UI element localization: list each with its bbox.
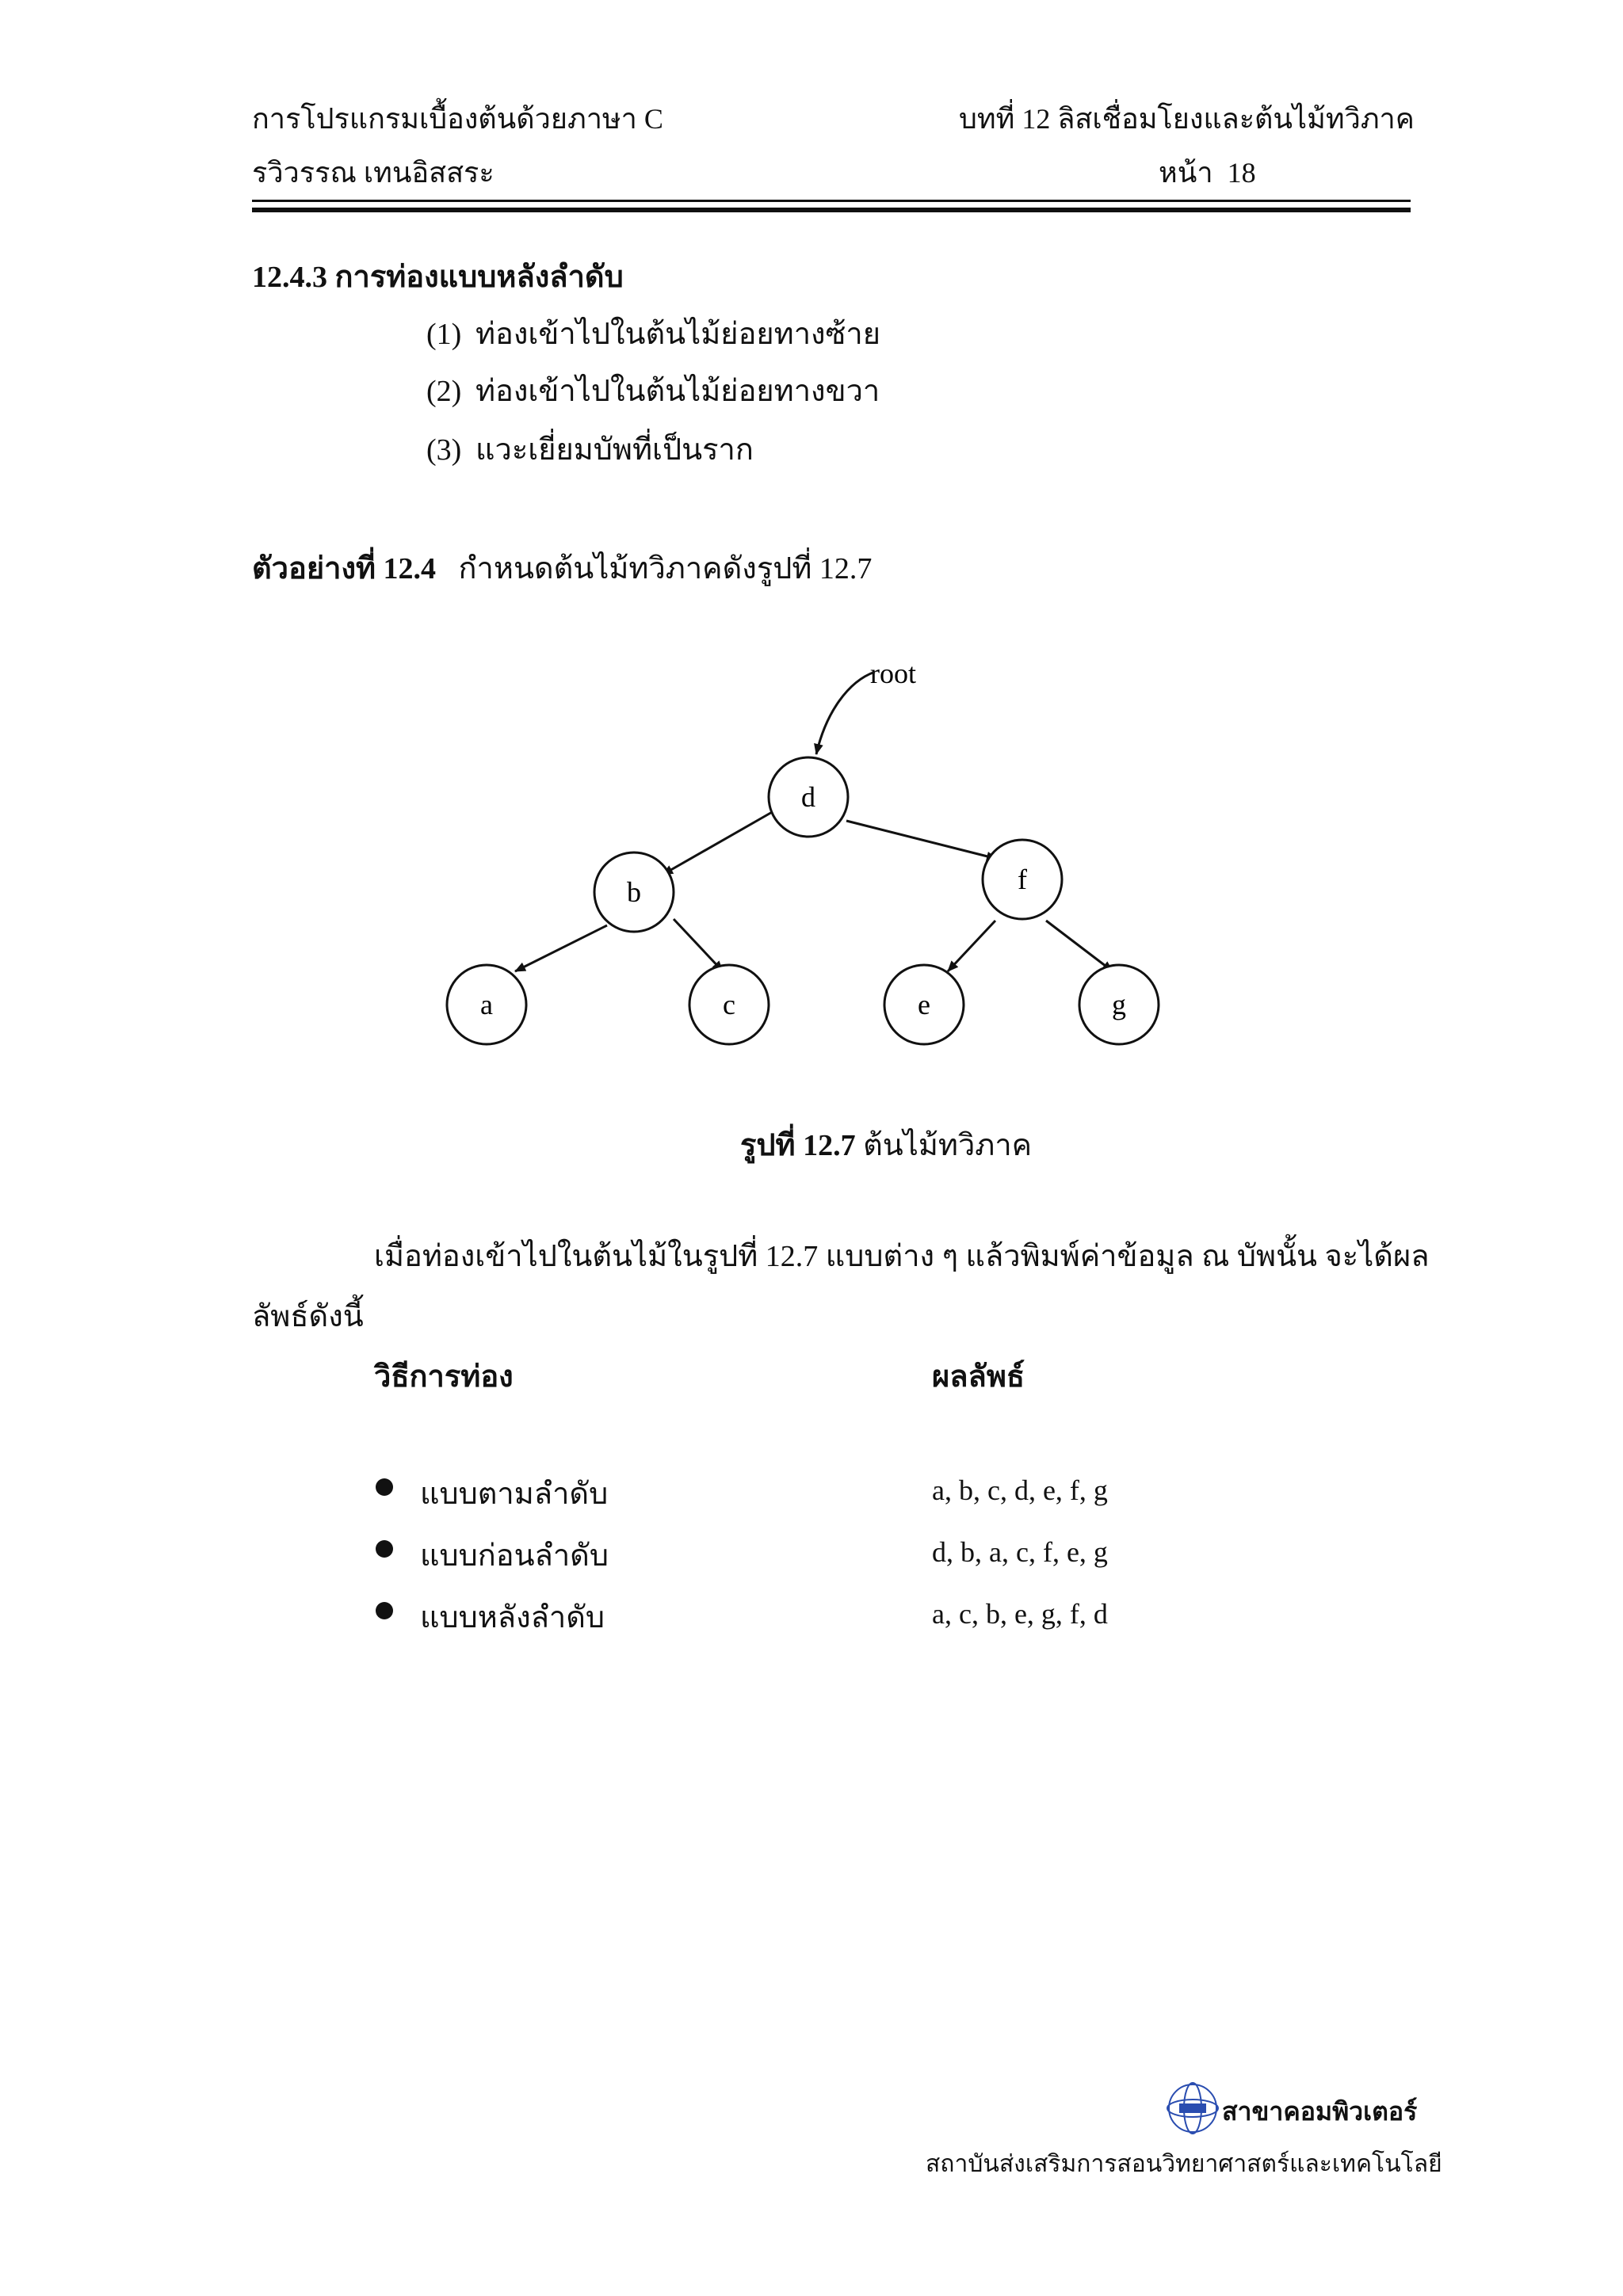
step-number: (3) (426, 433, 462, 467)
figure-caption (740, 1120, 1032, 1169)
column-header-method: วิธีการท่อง (374, 1360, 514, 1394)
step-text: ท่องเข้าไปในต้นไม้ย่อยทางขวา (475, 375, 880, 408)
edge-f-e (948, 921, 995, 971)
paragraph-line-1: เมื่อท่องเข้าไปในต้นไม้ในรูปที่ 12.7 แบบต่าง ๆ แล้วพิมพ์ค่าข้อมูล ณ บัพนั้น จะได้ผล (374, 1240, 1430, 1273)
node-label-f: f (1018, 864, 1027, 895)
traversal-result: d, b, a, c, f, e, g (932, 1536, 1108, 1568)
binary-tree-figure (0, 0, 1623, 1109)
paragraph-line-2: ลัพธ์ดังนี้ (252, 1300, 364, 1333)
edge-b-c (674, 919, 723, 971)
footer-department: สาขาคอมพิวเตอร์ (1222, 2097, 1418, 2126)
header-chapter: บทที่ 12 ลิสเชื่อมโยงและต้นไม้ทวิภาค (959, 103, 1415, 135)
edge-f-g (1046, 921, 1113, 971)
header-author: รวิวรรณ เทนอิสสระ (252, 157, 495, 189)
header-page-label: หน้า (1159, 157, 1213, 189)
example-label: ตัวอย่างที่ 12.4 (252, 552, 437, 585)
step-number: (2) (426, 375, 462, 408)
node-label-g: g (1112, 989, 1126, 1020)
edge-d-f (846, 821, 997, 859)
traversal-method: แบบก่อนลำดับ (420, 1539, 609, 1573)
edge-d-b (663, 811, 773, 875)
node-label-b: b (627, 876, 641, 908)
example-text: กำหนดต้นไม้ทวิภาคดังรูปที่ 12.7 (458, 552, 873, 585)
column-header-result: ผลลัพธ์ (932, 1360, 1025, 1394)
traversal-method: แบบหลังลำดับ (420, 1601, 605, 1634)
edge-b-a (515, 925, 607, 971)
node-label-c: c (723, 989, 735, 1020)
bullet-icon (376, 1478, 393, 1496)
figure-caption-text: ต้นไม้ทวิภาค (863, 1129, 1033, 1162)
footer-institute: สถาบันส่งเสริมการสอนวิทยาศาสตร์และเทคโนโลยี (926, 2151, 1442, 2177)
section-title: 12.4.3 การท่องแบบหลังลำดับ (252, 261, 624, 294)
traversal-result: a, c, b, e, g, f, d (932, 1598, 1108, 1630)
step-number: (1) (426, 318, 462, 351)
institute-logo-icon (1165, 2081, 1220, 2136)
header-book-title: การโปรแกรมเบื้องต้นด้วยภาษา C (252, 103, 663, 135)
header-page-number: 18 (1227, 157, 1256, 189)
figure-caption-label: รูปที่ 12.7 (740, 1129, 856, 1162)
node-label-d: d (801, 781, 815, 813)
bullet-icon (376, 1540, 393, 1558)
traversal-result: a, b, c, d, e, f, g (932, 1474, 1108, 1506)
bullet-icon (376, 1602, 393, 1619)
traversal-method: แบบตามลำดับ (420, 1478, 609, 1511)
root-pointer-arrow (816, 672, 875, 754)
root-label: root (870, 658, 916, 689)
node-label-a: a (480, 989, 493, 1020)
node-label-e: e (918, 989, 930, 1020)
step-text: แวะเยี่ยมบัพที่เป็นราก (475, 433, 754, 467)
step-text: ท่องเข้าไปในต้นไม้ย่อยทางซ้าย (475, 318, 880, 351)
